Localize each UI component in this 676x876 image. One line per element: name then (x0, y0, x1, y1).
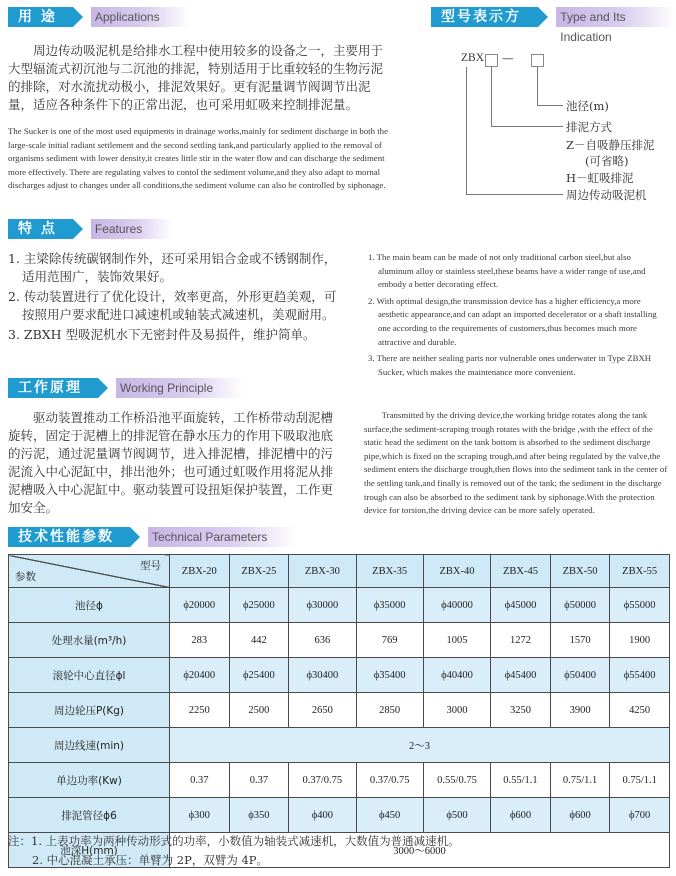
model-title: 型号表示方式 (431, 7, 538, 27)
model-header-cell: ZBX-25 (229, 555, 289, 588)
row-label: 滚轮中心直径ϕl (9, 658, 170, 693)
model-header-cell: ZBX-30 (289, 555, 356, 588)
row-label: 排泥管径ϕ6 (9, 798, 170, 833)
table-cell: 2850 (356, 693, 423, 728)
table-cell: ϕ20400 (170, 658, 230, 693)
list-item: 1. 主梁除传统碳钢制作外，还可采用铝合金或不锈钢制作，适用范围广，装饰效果好。 (8, 251, 337, 284)
table-cell: 1570 (550, 623, 610, 658)
table-cell: ϕ55400 (610, 658, 670, 693)
working-en-text: Transmitted by the driving device,the working bridge rotates along the tank surface,the sediment-scraping trough rotates with the bridge ,with the effect of the static head the sediment on the tank bottom is absorbed to the sediment discharge pipe,which is fixed on the scraping trough,and after being regulated by the valve,the sediment enters the discharge trough,then flows into the sediment tank in the center of the settling tank,and finally is removed out of the tank; the sediment in the discharge trough can also be absorbed to the sediment tank by siphonage.With the protection device for torsion,the driving device can be more safely operated. (364, 410, 668, 516)
note-2: 2. 中心混凝土承压：单臂为 2P，双臂为 4P。 (32, 853, 269, 867)
working-subtitle: Working Principle (116, 378, 243, 398)
list-item: 3. There are neither sealing parts nor vulnerable ones underwater in Type ZBXH Sucker, which makes the maintenance more convenient. (368, 353, 652, 377)
params-header (8, 526, 297, 548)
params-subtitle: Technical Parameters (148, 527, 297, 547)
table-cell: ϕ600 (550, 798, 610, 833)
table-cell: ϕ40000 (423, 588, 490, 623)
table-cell: ϕ30400 (289, 658, 356, 693)
table-cell: ϕ30000 (289, 588, 356, 623)
type-box (485, 54, 498, 67)
table-cell: 3250 (491, 693, 551, 728)
note-1: 注：1. 上表功率为两种传动形式的功率，小数值为轴装式减速机，大数值为普通减速机。 (8, 834, 460, 848)
table-cell: ϕ450 (356, 798, 423, 833)
table-row (9, 798, 670, 833)
label-h-mode: H－虹吸排泥 (566, 171, 634, 185)
list-item: 1. The main beam can be made of not only traditional carbon steel,but also aluminum alloy or stainless steel,these beams have a wider range of use,and embody a better decorating effect. (368, 252, 646, 290)
table-cell: 0.55/0.75 (423, 763, 490, 798)
features-header (8, 218, 172, 240)
table-cell: ϕ25000 (229, 588, 289, 623)
table-cell: 3000 (423, 693, 490, 728)
table-cell: 1900 (610, 623, 670, 658)
table-cell: 0.37/0.75 (289, 763, 356, 798)
row-label: 周边线速(min) (9, 728, 170, 763)
applications-header (8, 6, 190, 28)
table-row (9, 693, 670, 728)
model-header-cell: ZBX-55 (610, 555, 670, 588)
table-cell: 2650 (289, 693, 356, 728)
connector-line (537, 105, 563, 106)
parameters-table (8, 554, 670, 868)
model-header-cell: ZBX-50 (550, 555, 610, 588)
table-cell: ϕ35400 (356, 658, 423, 693)
table-notes (8, 832, 668, 870)
table-cell: 0.37 (170, 763, 230, 798)
arrow-icon (98, 378, 108, 398)
row-label: 处理水量(m³/h) (9, 623, 170, 658)
table-cell: 769 (356, 623, 423, 658)
applications-title: 用 途 (8, 7, 73, 27)
table-corner-cell (9, 555, 170, 588)
table-cell-span: 3000～6000 (170, 833, 670, 868)
model-prefix: ZBX (461, 52, 484, 64)
table-row (9, 728, 670, 763)
applications-subtitle: Applications (91, 7, 190, 27)
model-dash: — (502, 51, 514, 65)
connector-line (537, 67, 538, 105)
model-subtitle: Type and Its Indication (556, 7, 676, 27)
working-header (8, 377, 243, 399)
arrow-icon (538, 7, 548, 27)
table-row (9, 658, 670, 693)
table-cell: ϕ600 (491, 798, 551, 833)
params-title: 技术性能参数 (8, 527, 130, 547)
table-cell: 2250 (170, 693, 230, 728)
row-label: 周边轮压P(Kg) (9, 693, 170, 728)
table-cell: 636 (289, 623, 356, 658)
arrow-icon (73, 7, 83, 27)
model-header-cell: ZBX-35 (356, 555, 423, 588)
table-row (9, 623, 670, 658)
label-z-mode: Z－自吸静压排泥 (566, 138, 655, 152)
connector-line (466, 67, 467, 194)
label-optional: (可省略) (585, 154, 629, 168)
table-cell: ϕ300 (170, 798, 230, 833)
table-cell: 0.37 (229, 763, 289, 798)
table-cell: ϕ45000 (491, 588, 551, 623)
table-cell: ϕ55000 (610, 588, 670, 623)
table-cell: 442 (229, 623, 289, 658)
table-cell: 283 (170, 623, 230, 658)
table-cell: ϕ20000 (170, 588, 230, 623)
table-cell: ϕ50000 (550, 588, 610, 623)
table-cell: 3900 (550, 693, 610, 728)
connector-line (491, 126, 563, 127)
diameter-box (531, 54, 544, 67)
features-en-list (368, 251, 668, 379)
connector-line (466, 194, 563, 195)
list-item: 3. ZBXH 型吸泥机水下无密封件及易损件，维护简单。 (8, 327, 316, 342)
features-title: 特 点 (8, 219, 73, 239)
model-header-cell: ZBX-40 (423, 555, 490, 588)
model-header-cell: ZBX-45 (491, 555, 551, 588)
table-cell: 0.37/0.75 (356, 763, 423, 798)
corner-model-label: 型号 (140, 560, 161, 572)
table-cell: ϕ45400 (491, 658, 551, 693)
corner-param-label: 参数 (15, 571, 36, 583)
table-row (9, 588, 670, 623)
arrow-icon (73, 219, 83, 239)
table-cell-span: 2～3 (170, 728, 670, 763)
table-cell: ϕ400 (289, 798, 356, 833)
table-cell: 1005 (423, 623, 490, 658)
label-discharge-mode: 排泥方式 (566, 120, 612, 134)
table-header-row (9, 555, 670, 588)
applications-en-text: The Sucker is one of the most used equipments in drainage works,mainly for sediment discharge in both the large-scale initial radiant settlement and the second settling tank,and particularly applied to the removal of organisms sediment with lower density,it creates little stir in the water flow and can discharge the sediment more effectively. There are regulating valves to contol the sediment volume,and they also adapt to mornal discharges adjust to changes under all conditions,the sediment volume can also be controlled by siphonage. (8, 126, 388, 191)
table-cell: ϕ50400 (550, 658, 610, 693)
table-cell: 0.75/1.1 (610, 763, 670, 798)
arrow-icon (130, 527, 140, 547)
row-label: 单边功率(Kw) (9, 763, 170, 798)
table-cell: 2500 (229, 693, 289, 728)
table-cell: ϕ500 (423, 798, 490, 833)
table-cell: ϕ40400 (423, 658, 490, 693)
table-cell: ϕ350 (229, 798, 289, 833)
label-machine: 周边传动吸泥机 (566, 188, 647, 202)
row-label: 池径ϕ (9, 588, 170, 623)
applications-cn-text: 周边传动吸泥机是给排水工程中使用较多的设备之一，主要用于大型辐流式初沉池与二沉池的排泥，特别适用于比重较轻的生物污泥的排除，对水流扰动极小，排泥效果好。更有泥量调节阀调节出泥量，适应各种条件下的正常出泥，也可采用虹吸来控制排泥量。 (8, 43, 384, 112)
features-cn-list (8, 250, 338, 344)
table-cell: ϕ35000 (356, 588, 423, 623)
table-cell: ϕ25400 (229, 658, 289, 693)
table-row (9, 763, 670, 798)
working-title: 工作原理 (8, 378, 98, 398)
table-cell: ϕ700 (610, 798, 670, 833)
working-cn-text: 驱动装置推动工作桥沿池平面旋转，工作桥带动刮泥槽旋转，固定于泥槽上的排泥管在静水压力的作用下吸取池底的污泥，通过泥量调节阀调节，进入排泥槽，排泥槽中的污泥流入中心泥缸中，排出池外；也可通过虹吸作用将泥从排泥槽吸入中心泥缸中。驱动装置可设扭矩保护装置，工作更加安全。 (8, 410, 334, 515)
model-header (431, 6, 676, 45)
table-cell: 0.75/1.1 (550, 763, 610, 798)
model-header-cell: ZBX-20 (170, 555, 230, 588)
features-subtitle: Features (91, 219, 172, 239)
list-item: 2. 传动装置进行了优化设计，效率更高，外形更趋美观，可按照用户要求配进口减速机或轴装式减速机，美观耐用。 (8, 289, 337, 322)
connector-line (491, 67, 492, 126)
table-cell: 1272 (491, 623, 551, 658)
table-cell: 0.55/1.1 (491, 763, 551, 798)
row-label: 池深H(mm) (9, 833, 170, 868)
table-cell: 4250 (610, 693, 670, 728)
label-diameter: 池径(m) (566, 99, 609, 113)
list-item: 2. With optimal design,the transmission device has a higher efficiency,a more aesthetic appearance,and can adapt an imported decelerator or a shaft installing one according to the requirements of customers,thus becomes much more attractive and durable. (368, 295, 657, 347)
